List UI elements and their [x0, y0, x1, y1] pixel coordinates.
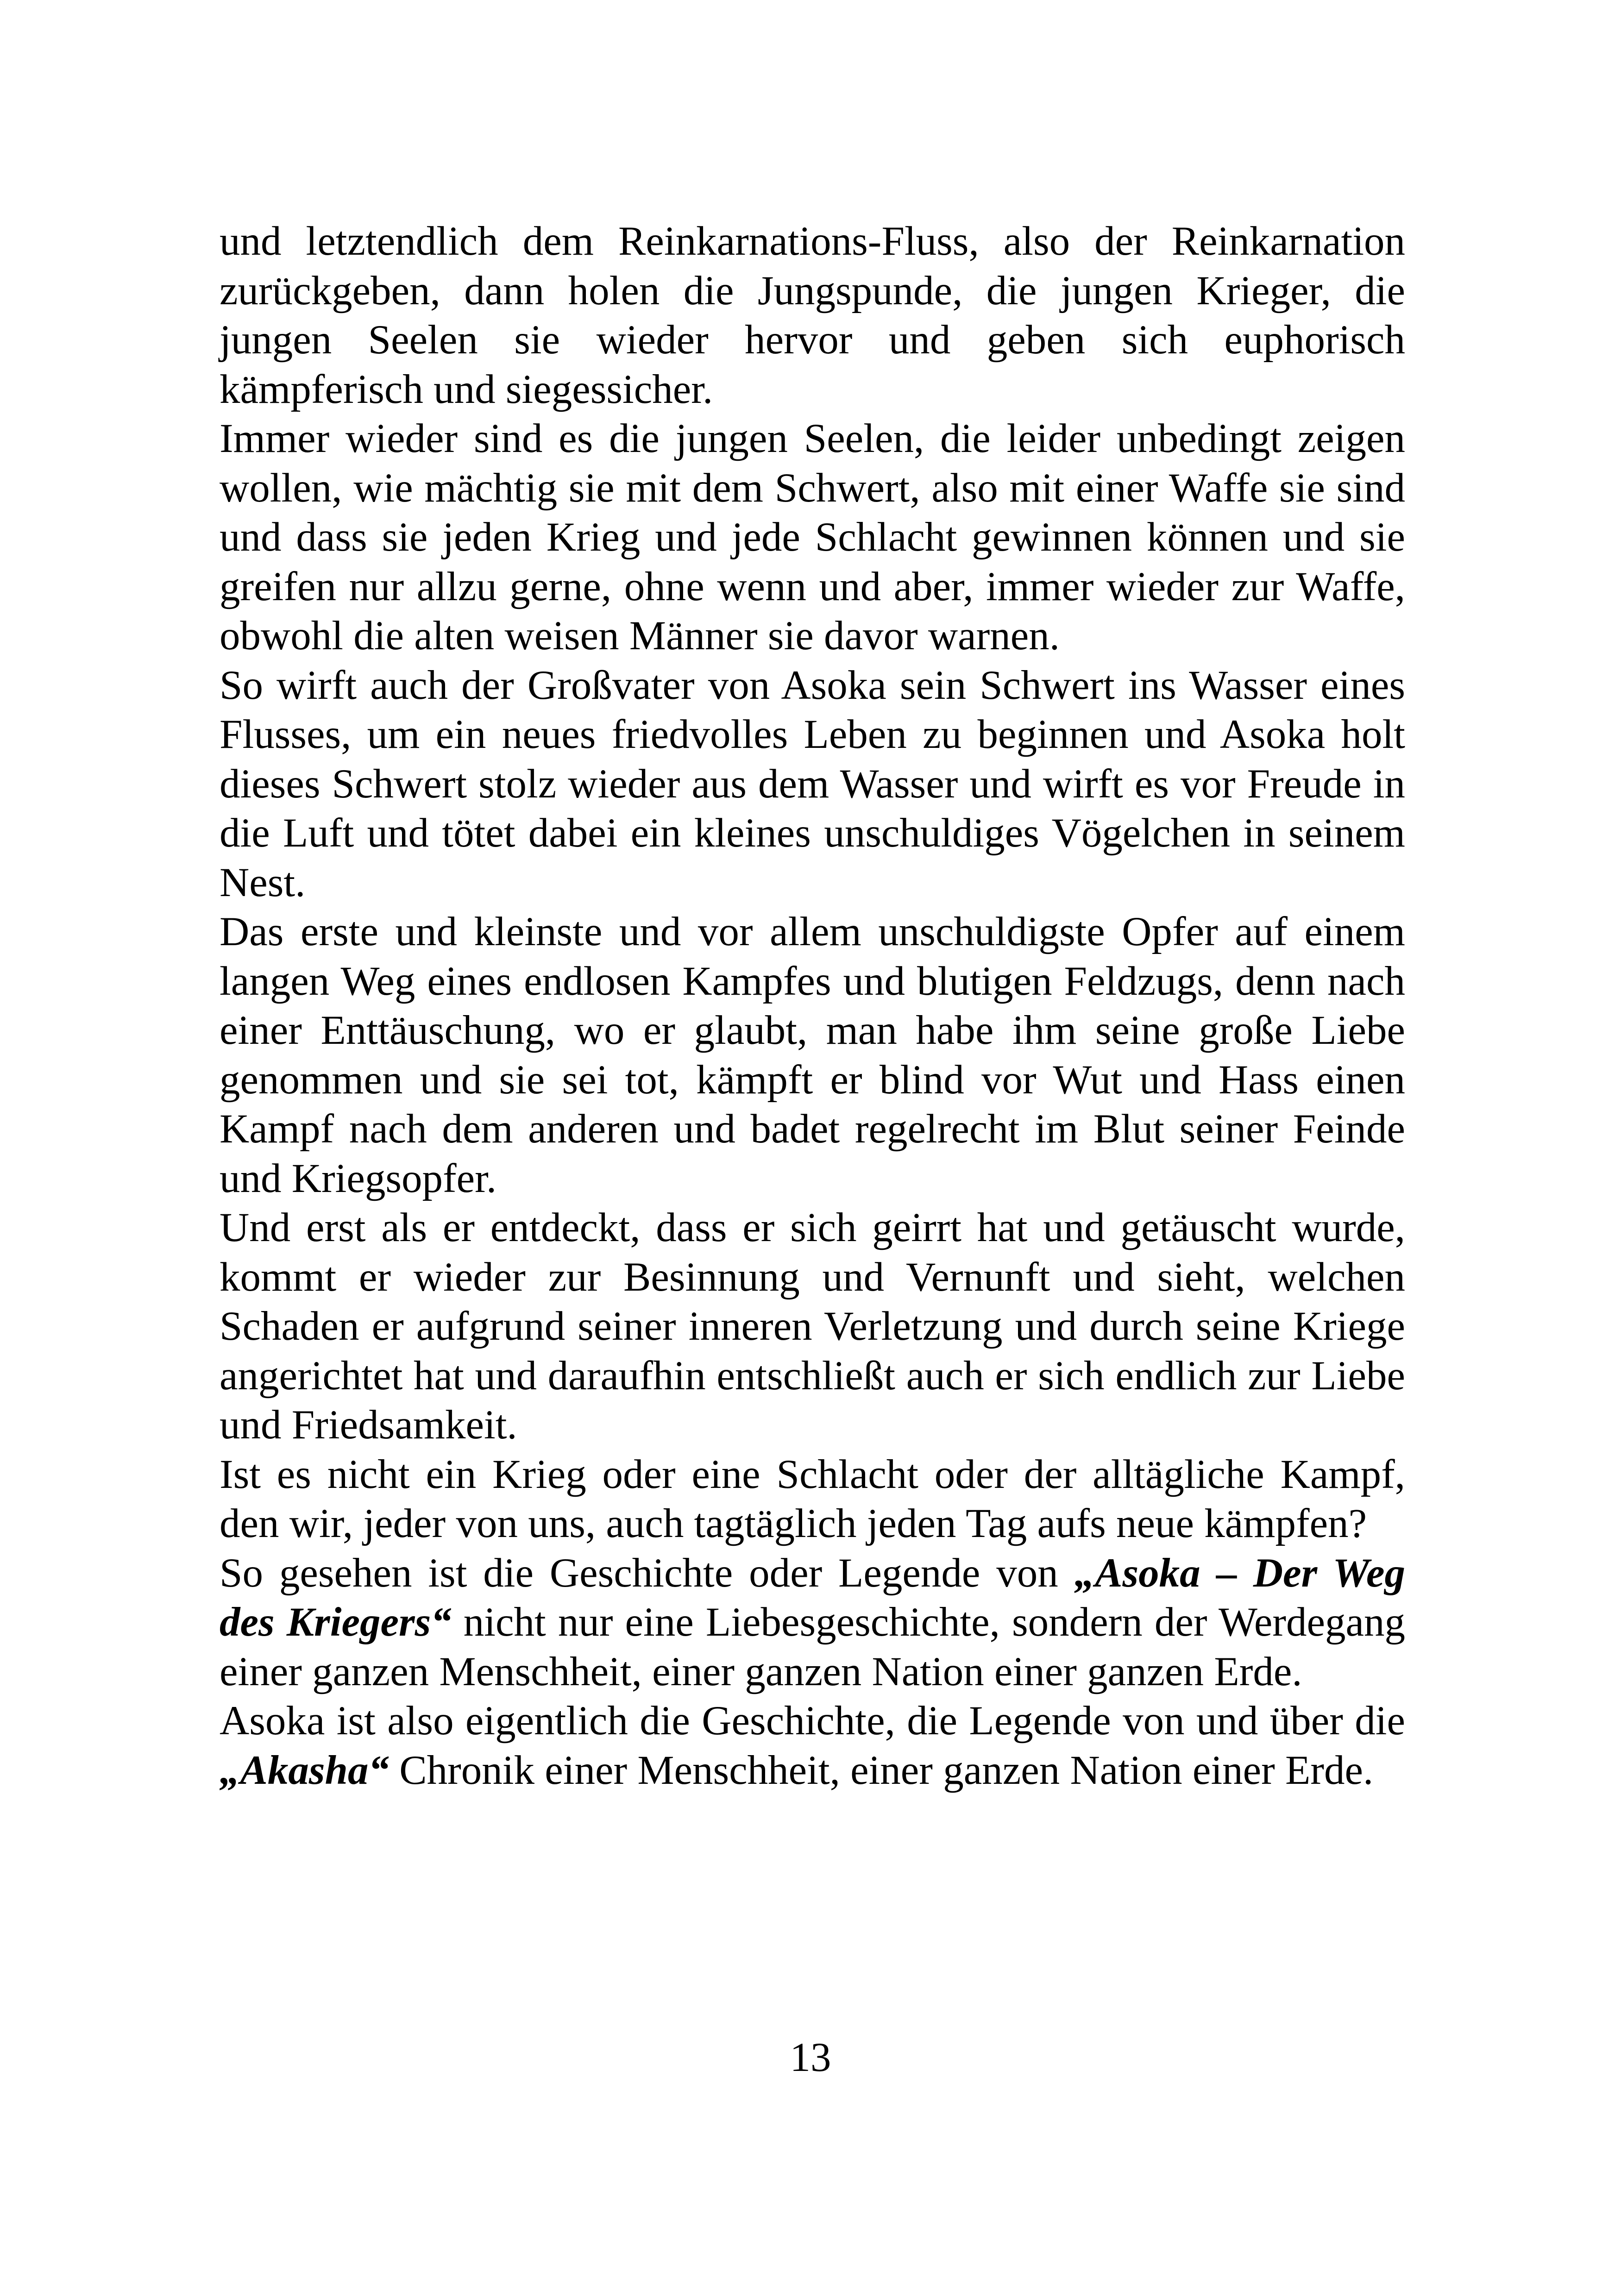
paragraph	[220, 1203, 1405, 1450]
paragraph-text: So gesehen ist die Geschichte oder Legende von	[220, 1550, 1074, 1596]
paragraph	[220, 1696, 1405, 1795]
paragraph-text: So wirft auch der Großvater von Asoka sein Schwert ins Wasser eines Flusses, um ein neues friedvolles Leben zu beginnen und Asoka holt dieses Schwert stolz wieder aus dem Wasser und wirft es vor Freude in die Luft und tötet dabei ein kleines unschuldiges Vögelchen in seinem Nest.	[220, 662, 1405, 905]
paragraph-text: Ist es nicht ein Krieg oder eine Schlacht oder der alltägliche Kampf, den wir, jeder von uns, auch tagtäglich jeden Tag aufs neue kämpfen?	[220, 1451, 1405, 1546]
book-title-emphasis: „Asoka – Der Weg des Kriegers“	[220, 1550, 1405, 1645]
paragraph-text: Das erste und kleinste und vor allem unschuldigste Opfer auf einem langen Weg eines endlosen Kampfes und blutigen Feldzugs, denn nach einer Enttäuschung, wo er glaubt, man habe ihm seine große Liebe genommen und sie sei tot, kämpft er blind vor Wut und Hass einen Kampf nach dem anderen und badet regelrecht im Blut seiner Feinde und Kriegsopfer.	[220, 909, 1405, 1201]
paragraph	[220, 661, 1405, 908]
paragraph	[220, 414, 1405, 661]
body-text	[220, 217, 1405, 1795]
paragraph-text: Und erst als er entdeckt, dass er sich geirrt hat und getäuscht wurde, kommt er wieder zur Besinnung und Vernunft und sieht, welchen Schaden er aufgrund seiner inneren Verletzung und durch seine Kriege angerichtet hat und daraufhin entschließt auch er sich endlich zur Liebe und Friedsamkeit.	[220, 1205, 1405, 1448]
paragraph-text: Chronik einer Menschheit, einer ganzen Nation einer Erde.	[389, 1747, 1374, 1793]
paragraph	[220, 217, 1405, 414]
paragraph	[220, 1549, 1405, 1697]
paragraph-text: und letztendlich dem Reinkarnations-Fluss, also der Reinkarnation zurückgeben, dann holen die Jungspunde, die jungen Krieger, die jungen Seelen sie wieder hervor und geben sich euphorisch kämpferisch und siegessicher.	[220, 219, 1405, 412]
paragraph-text: Immer wieder sind es die jungen Seelen, die leider unbedingt zeigen wollen, wie mächtig sie mit dem Schwert, also mit einer Waffe sie sind und dass sie jeden Krieg und jede Schlacht gewinnen können und sie greifen nur allzu gerne, ohne wenn und aber, immer wieder zur Waffe, obwohl die alten weisen Männer sie davor warnen.	[220, 416, 1405, 659]
paragraph	[220, 1450, 1405, 1549]
term-emphasis: „Akasha“	[220, 1747, 389, 1793]
paragraph	[220, 907, 1405, 1203]
paragraph-text: Asoka ist also eigentlich die Geschichte, die Legende von und über die	[220, 1698, 1405, 1744]
paragraph-text: nicht nur eine Liebesgeschichte, sondern der Werdegang einer ganzen Menschheit, einer ganzen Nation einer ganzen Erde.	[220, 1600, 1405, 1694]
page-number: 13	[790, 2035, 831, 2080]
